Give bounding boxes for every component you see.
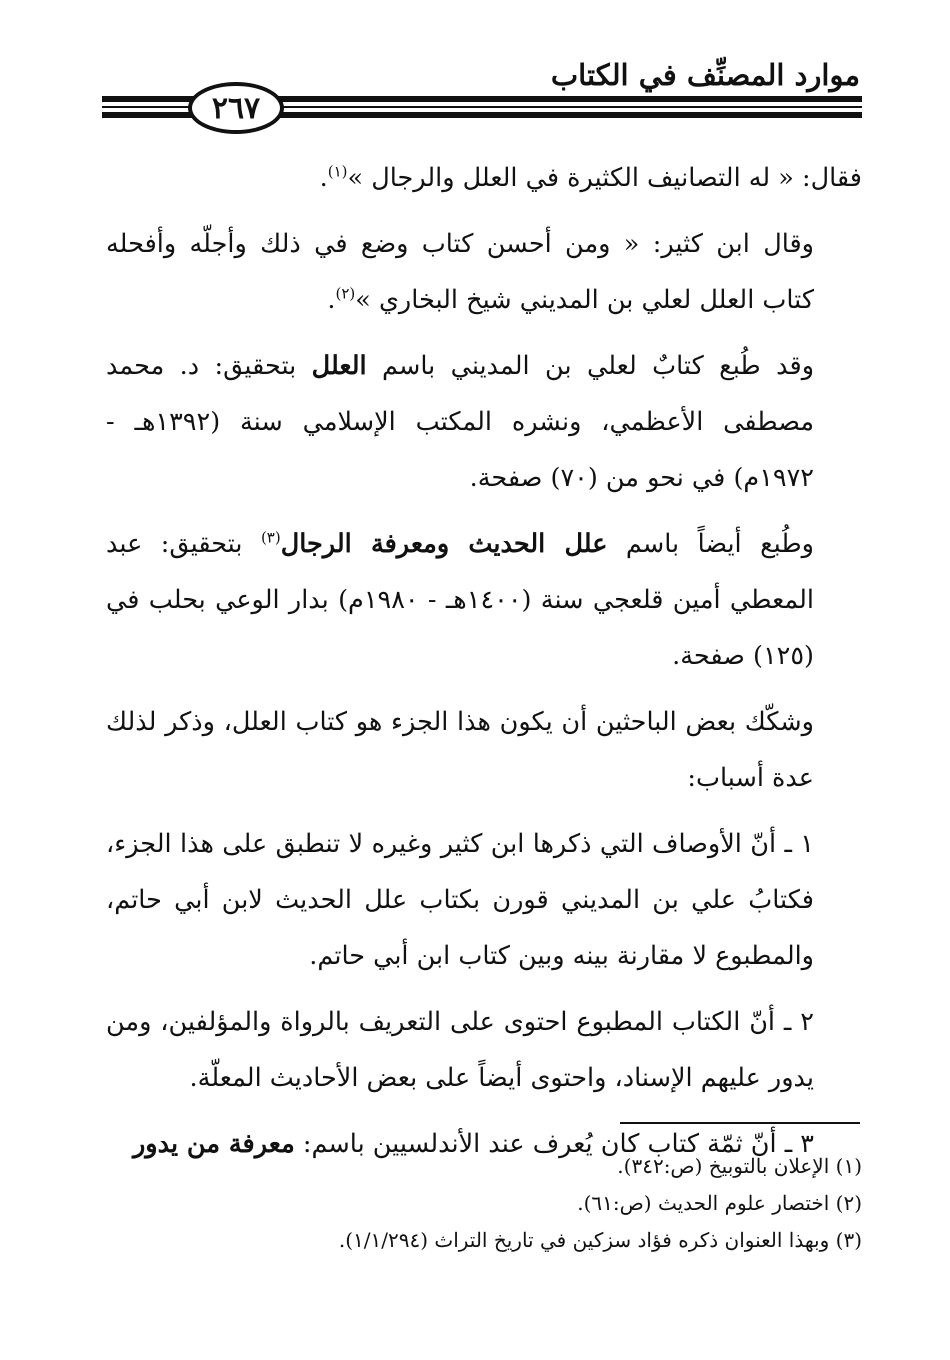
paragraph-1: فقال: « له التصانيف الكثيرة في العلل والرجال »$^{(١)}$.	[319, 162, 862, 193]
bold-title-al-ilal: العلل	[311, 351, 367, 381]
paragraph-8: ٣ ـ أنّ ثمّة كتاب كان يُعرف عند الأندلسيين باسم: معرفة من يدور	[132, 1129, 814, 1159]
bold-title-marifat: معرفة من يدور	[132, 1129, 295, 1159]
footnote-ref-2: (٢)	[335, 284, 356, 303]
paragraph-7: ٢ ـ أنّ الكتاب المطبوع احتوى على التعريف بالرواة والمؤلفين، ومن يدور عليهم الإسناد، واحتوى أيضاً على بعض الأحاديث المعلّة.	[106, 1007, 814, 1093]
bold-title-ilal-al-hadith: علل الحديث ومعرفة الرجال	[280, 529, 608, 559]
footnotes	[106, 1148, 862, 1259]
footnote-2: (٢) اختصار علوم الحديث (ص:٦١).	[577, 1191, 862, 1215]
paragraph-5: وشكّك بعض الباحثين أن يكون هذا الجزء هو كتاب العلل، وذكر لذلك عدة أسباب:	[106, 707, 814, 793]
footnote-1: (١) الإعلان بالتوبيخ (ص:٣٤٢).	[617, 1154, 862, 1178]
page-number-badge	[188, 82, 284, 134]
footnote-3: (٣) وبهذا العنوان ذكره فؤاد سزكين في تاريخ التراث (١/١/٢٩٤).	[338, 1228, 862, 1252]
paragraph-6: ١ ـ أنّ الأوصاف التي ذكرها ابن كثير وغيره لا تنطبق على هذا الجزء، فكتابُ علي بن المديني قورن بكتاب علل الحديث لابن أبي حاتم، والمطبوع لا مقارنة بينه وبين كتاب ابن أبي حاتم.	[106, 829, 814, 971]
footnote-ref-1: (١)	[327, 162, 348, 181]
paragraph-3: وقد طُبع كتابٌ لعلي بن المديني باسم العلل بتحقيق: د. محمد مصطفى الأعظمي، ونشره المكتب الإسلامي سنة (١٣٩٢هـ - ١٩٧٢م) في نحو من (٧٠) صفحة.	[106, 351, 815, 493]
page-number: ٢٦٧	[211, 90, 261, 126]
footnote-separator	[620, 1122, 860, 1124]
footnote-ref-3: (٣)	[260, 528, 281, 547]
running-title: موارد المصنِّف في الكتاب	[550, 58, 860, 92]
body-text	[106, 150, 862, 1182]
paragraph-4: وطُبع أيضاً باسم علل الحديث ومعرفة الرجال$^{(٣)}$ بتحقيق: عبد المعطي أمين قلعجي سنة (١٤٠٠هـ - ١٩٨٠م) بدار الوعي بحلب في (١٢٥) صفحة.	[106, 528, 814, 671]
paragraph-2: وقال ابن كثير: « ومن أحسن كتاب وضع في ذلك وأجلّه وأفحله كتاب العلل لعلي بن المديني شيخ البخاري »$^{(٢)}$.	[106, 229, 814, 315]
